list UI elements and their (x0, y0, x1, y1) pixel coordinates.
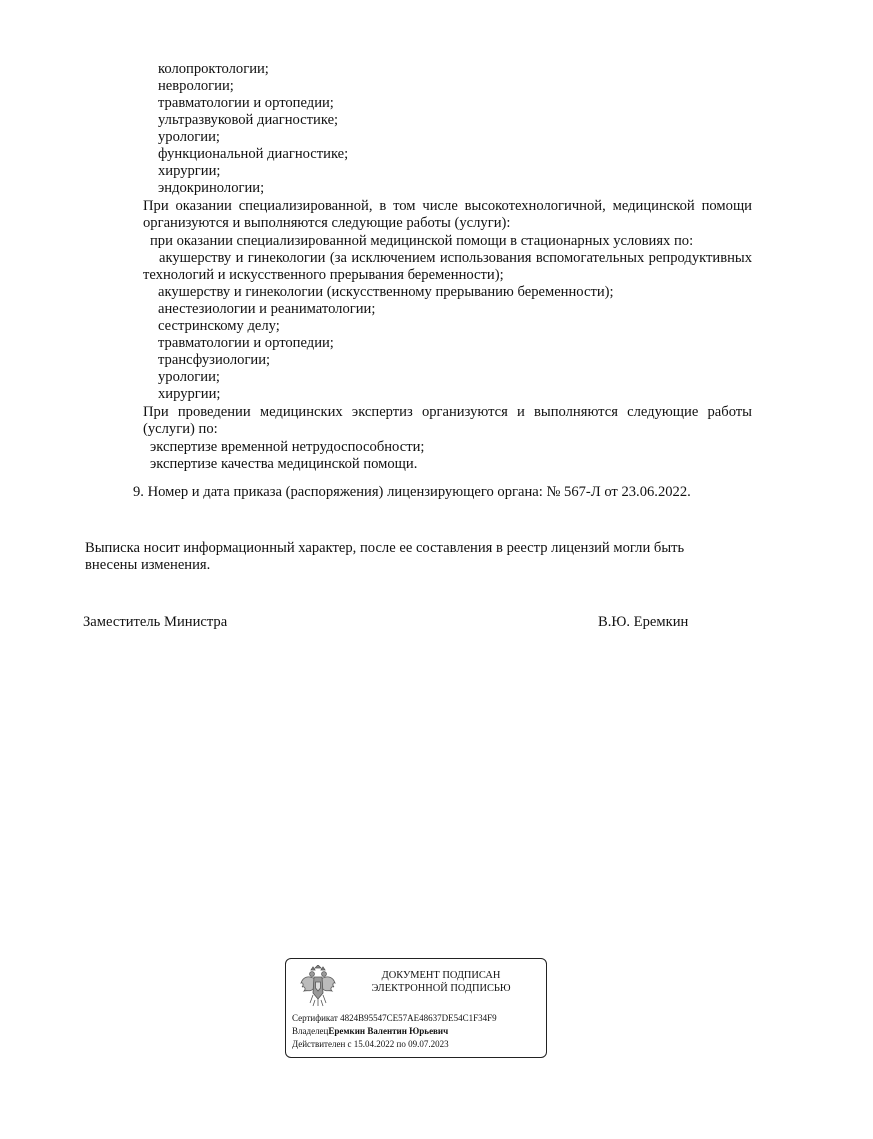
list-item: урологии; (158, 369, 220, 385)
list-item: хирургии; (158, 386, 221, 402)
stamp-validity: Действителен с 15.04.2022 по 09.07.2023 (292, 1039, 449, 1049)
electronic-signature-stamp (285, 958, 547, 1058)
list-item: урологии; (158, 129, 220, 145)
list-item: колопроктологии; (158, 61, 269, 77)
coat-of-arms-icon (298, 965, 338, 1009)
signer-name: В.Ю. Еремкин (598, 614, 689, 630)
list-item: функциональной диагностике; (158, 146, 349, 162)
list-item: травматологии и ортопедии; (158, 95, 334, 111)
list-item: экспертизе качества медицинской помощи. (150, 456, 418, 472)
stamp-owner-name: Еремкин Валентин Юрьевич (328, 1026, 449, 1036)
stamp-title-line-2: ЭЛЕКТРОННОЙ ПОДПИСЬЮ (371, 983, 511, 994)
list-item: акушерству и гинекологии (искусственному прерыванию беременности); (158, 284, 614, 300)
list-item-obstetrics: акушерству и гинекологии (за исключением использования вспомогательных репродуктивных технологий и искусственного прерывания беременности); (143, 250, 752, 283)
list-item: хирургии; (158, 163, 221, 179)
paragraph-medical-expertise: При проведении медицинских экспертиз организуются и выполняются следующие работы (услуги) по: (143, 404, 752, 437)
stamp-title-line-1: ДОКУМЕНТ ПОДПИСАН (381, 970, 501, 981)
notice-text-line-2: внесены изменения. (85, 557, 211, 573)
list-item: неврологии; (158, 78, 234, 94)
list-item: трансфузиологии; (158, 352, 271, 368)
notice-text-line-1: Выписка носит информационный характер, после ее составления в реестр лицензий могли быть (85, 540, 685, 556)
list-item: травматологии и ортопедии; (158, 335, 334, 351)
license-order-line: 9. Номер и дата приказа (распоряжения) лицензирующего органа: № 567-Л от 23.06.2022. (133, 484, 691, 500)
list-item: экспертизе временной нетрудоспособности; (150, 439, 425, 455)
paragraph-specialized-care: При оказании специализированной, в том числе высокотехнологичной, медицинской помощи организуются и выполняются следующие работы (услуги): (143, 198, 752, 231)
list-item: эндокринологии; (158, 180, 265, 196)
list-item: анестезиологии и реаниматологии; (158, 301, 376, 317)
stamp-owner-label: Владелец (292, 1026, 329, 1036)
signer-position: Заместитель Министра (83, 614, 228, 630)
section-heading-stationary: при оказании специализированной медицинской помощи в стационарных условиях по: (150, 233, 694, 249)
stamp-owner (292, 1026, 448, 1037)
stamp-certificate: Сертификат 4824B95547CE57AE48637DE54C1F34F9 (292, 1013, 497, 1023)
list-item: сестринскому делу; (158, 318, 280, 334)
list-item: ультразвуковой диагностике; (158, 112, 339, 128)
